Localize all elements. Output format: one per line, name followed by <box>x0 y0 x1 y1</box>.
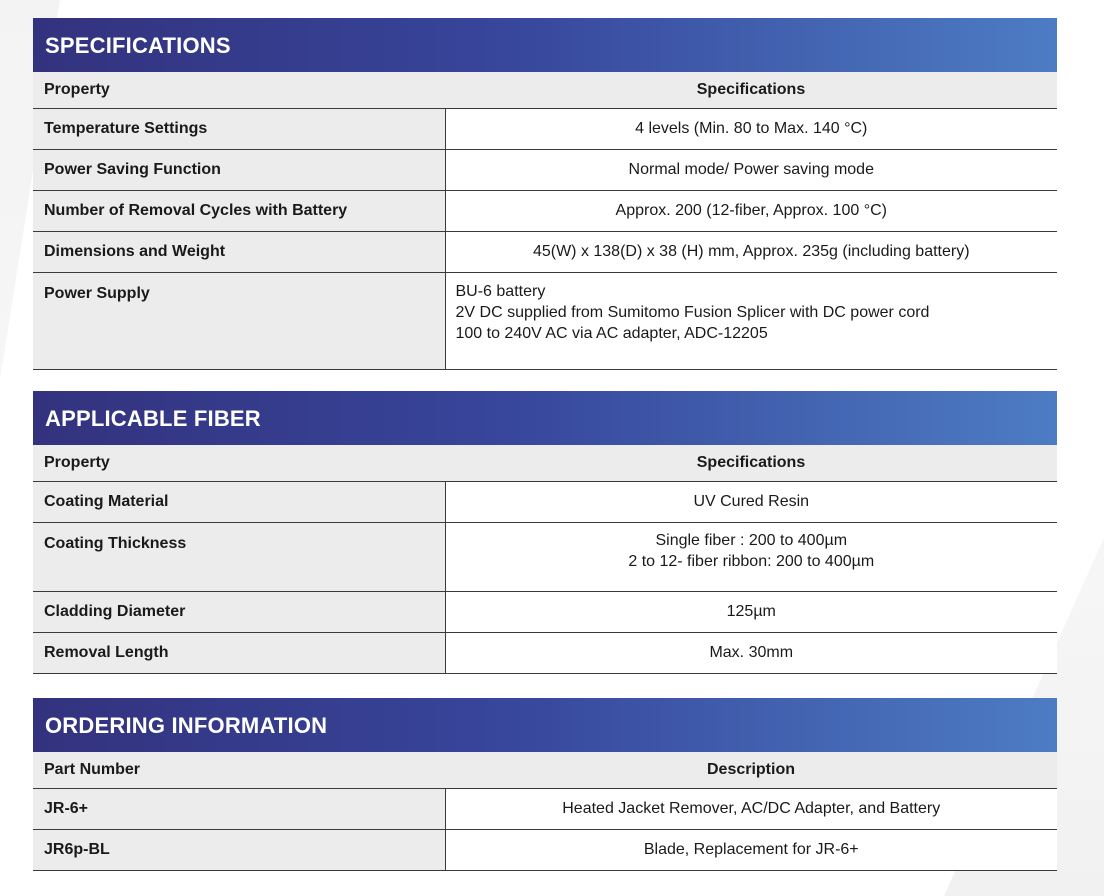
row-label: Power Supply <box>33 273 445 370</box>
value-line: 2V DC supplied from Sumitomo Fusion Splicer with DC power cord <box>455 304 930 321</box>
row-value: Approx. 200 (12-fiber, Approx. 100 °C) <box>445 191 1057 232</box>
row-label: Power Saving Function <box>33 150 445 191</box>
applicable-fiber-title: APPLICABLE FIBER <box>33 391 1057 445</box>
ordering-information-table <box>33 752 1057 871</box>
row-value: Normal mode/ Power saving mode <box>445 150 1057 191</box>
row-value: Blade, Replacement for JR-6+ <box>445 830 1057 871</box>
applicable-fiber-table <box>33 445 1057 674</box>
row-value: 4 levels (Min. 80 to Max. 140 °C) <box>445 109 1057 150</box>
table-row <box>33 232 1057 273</box>
header-property: Property <box>33 72 445 109</box>
table-row <box>33 633 1057 674</box>
header-specifications: Specifications <box>445 72 1057 109</box>
row-value <box>445 273 1057 370</box>
row-label: Number of Removal Cycles with Battery <box>33 191 445 232</box>
row-label: Removal Length <box>33 633 445 674</box>
header-specifications: Specifications <box>445 445 1057 482</box>
row-label: Temperature Settings <box>33 109 445 150</box>
row-label: JR-6+ <box>33 789 445 830</box>
row-value: Max. 30mm <box>445 633 1057 674</box>
table-row <box>33 109 1057 150</box>
applicable-fiber-section <box>33 391 1057 674</box>
value-line: Single fiber : 200 to 400µm <box>655 532 848 549</box>
table-row <box>33 150 1057 191</box>
row-value: 125µm <box>445 592 1057 633</box>
table-header-row <box>33 72 1057 109</box>
table-row <box>33 191 1057 232</box>
ordering-information-title: ORDERING INFORMATION <box>33 698 1057 752</box>
header-property: Property <box>33 445 445 482</box>
row-value: UV Cured Resin <box>445 482 1057 523</box>
value-line: BU-6 battery <box>455 283 546 300</box>
row-label: Coating Material <box>33 482 445 523</box>
table-header-row <box>33 445 1057 482</box>
row-value: Heated Jacket Remover, AC/DC Adapter, and Battery <box>445 789 1057 830</box>
table-header-row <box>33 752 1057 789</box>
row-value: 45(W) x 138(D) x 38 (H) mm, Approx. 235g (including battery) <box>445 232 1057 273</box>
table-row <box>33 523 1057 592</box>
specifications-title: SPECIFICATIONS <box>33 18 1057 72</box>
ordering-information-section <box>33 698 1057 871</box>
specifications-section <box>33 18 1057 370</box>
table-row <box>33 592 1057 633</box>
row-label: Dimensions and Weight <box>33 232 445 273</box>
row-label: Coating Thickness <box>33 523 445 592</box>
table-row <box>33 273 1057 370</box>
value-line: 2 to 12- fiber ribbon: 200 to 400µm <box>628 553 875 570</box>
value-line: 100 to 240V AC via AC adapter, ADC-12205 <box>455 325 768 342</box>
header-part-number: Part Number <box>33 752 445 789</box>
row-value <box>445 523 1057 592</box>
header-description: Description <box>445 752 1057 789</box>
table-row <box>33 482 1057 523</box>
row-label: Cladding Diameter <box>33 592 445 633</box>
table-row <box>33 789 1057 830</box>
table-row <box>33 830 1057 871</box>
row-label: JR6p-BL <box>33 830 445 871</box>
specifications-table <box>33 72 1057 370</box>
